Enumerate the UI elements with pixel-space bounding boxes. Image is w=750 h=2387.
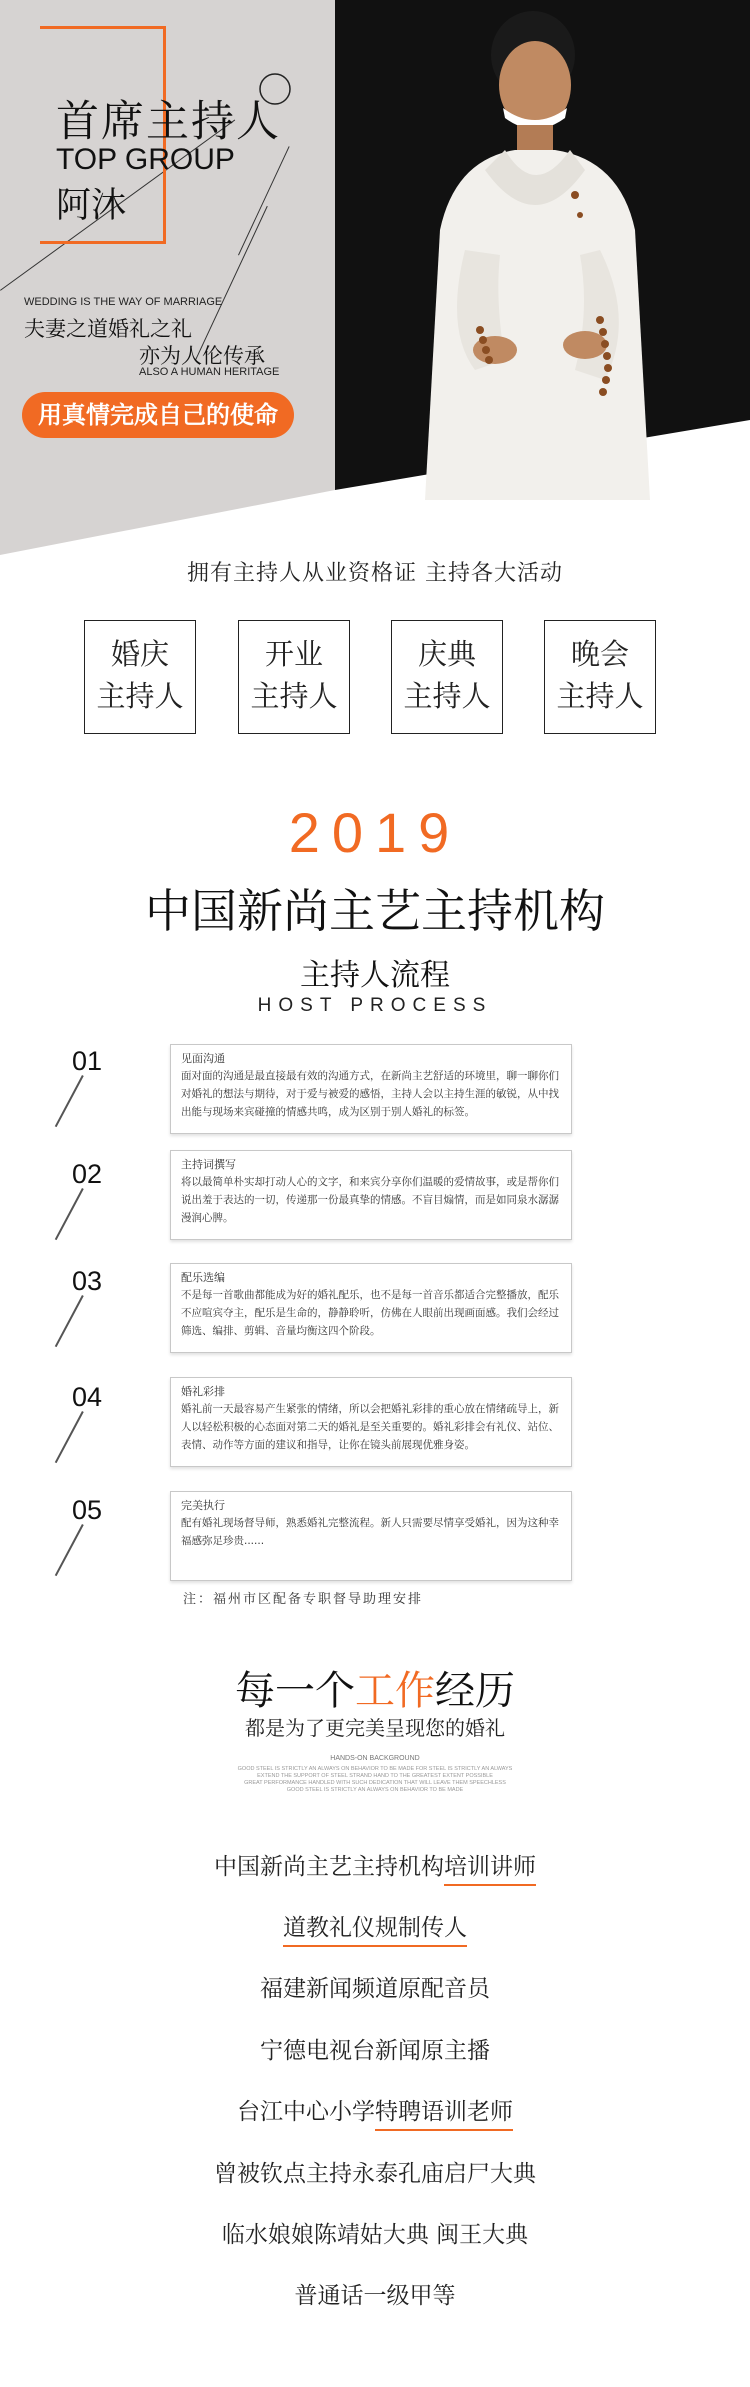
role-card-line1: 晚会 bbox=[570, 637, 629, 671]
step-number: 01 bbox=[72, 1046, 103, 1076]
experience-item bbox=[0, 2155, 750, 2188]
step-number: 05 bbox=[72, 1495, 103, 1525]
work-title-pre: 每一个 bbox=[235, 1668, 355, 1714]
tiny-line: GOOD STEEL IS STRICTLY AN ALWAYS ON BEHAVIOR TO BE MADE FOR STEEL IS STRICTLY AN ALWAYS bbox=[237, 1766, 513, 1772]
role-card-line2: 主持人 bbox=[556, 679, 644, 713]
experience-text: 普通话一级甲等 bbox=[294, 2283, 456, 2309]
wedding-tagline-cn: 夫妻之道婚礼之礼 bbox=[24, 317, 192, 341]
hero-title: 首席主持人 bbox=[56, 97, 281, 147]
experience-underlined: 培训讲师 bbox=[444, 1854, 536, 1886]
step-number: 03 bbox=[72, 1266, 103, 1296]
process-title-en: HOST PROCESS bbox=[257, 995, 493, 1016]
heritage-tagline-cn: 亦为人伦传承 bbox=[139, 344, 265, 368]
footnote: 注：福州市区配备专职督导助理安排 bbox=[183, 1592, 424, 1607]
work-title-post: 经历 bbox=[435, 1668, 515, 1714]
step-title: 配乐选编 bbox=[181, 1271, 225, 1284]
experience-item bbox=[0, 2032, 750, 2065]
step-slash bbox=[55, 1075, 84, 1127]
hero-banner bbox=[0, 0, 750, 555]
work-tiny-text bbox=[0, 1766, 750, 1794]
step-desc: 面对面的沟通是最直接最有效的沟通方式，在新尚主艺舒适的环境里，聊一聊你们对婚礼的想法与期待，对于爱与被爱的感悟，主持人会以主持生涯的敏锐，从中找出能与现场来宾碰撞的情感共鸣，成为区别于别人婚礼的标签。 bbox=[181, 1070, 559, 1118]
step-desc: 婚礼前一天最容易产生紧张的情绪，所以会把婚礼彩排的重心放在情绪疏导上，新人以轻松积极的心态面对第二天的婚礼是至关重要的。婚礼彩排会有礼仪、站位、表情、动作等方面的建议和指导，让你在镜头前展现优雅身姿。 bbox=[181, 1403, 559, 1451]
step-card bbox=[170, 1150, 572, 1240]
slogan-pill: 用真情完成自己的使命 bbox=[22, 392, 294, 438]
host-portrait bbox=[385, 0, 685, 500]
tiny-line: GREAT PERFORMANCE HANDLED WITH SUCH DEDICATION THAT WILL LEAVE THEM SPEECHLESS bbox=[244, 1780, 506, 1786]
experience-item bbox=[0, 2277, 750, 2310]
step-title: 主持词撰写 bbox=[181, 1158, 236, 1171]
step-slash bbox=[55, 1411, 84, 1463]
role-card-line2: 主持人 bbox=[403, 679, 491, 713]
experience-underlined: 道教礼仪规制传人 bbox=[283, 1915, 467, 1947]
experience-text: 中国新尚主艺主持机构 bbox=[214, 1854, 444, 1880]
experience-item bbox=[0, 1909, 750, 1942]
role-card-line2: 主持人 bbox=[250, 679, 338, 713]
role-card-line1: 婚庆 bbox=[110, 637, 169, 671]
role-card-gala bbox=[544, 620, 656, 734]
tiny-line: EXTEND THE SUPPORT OF STEEL STRAND HAND TO THE GREATEST EXTENT POSSIBLE bbox=[257, 1773, 493, 1779]
experience-underlined: 特聘语训老师 bbox=[375, 2099, 513, 2131]
step-desc: 将以最简单朴实却打动人心的文字，和来宾分享你们温暖的爱情故事，或是帮你们说出羞于表达的一切，传递那一份最真挚的情感。不盲目煽情，而是如同泉水潺潺漫润心脾。 bbox=[181, 1176, 559, 1224]
role-card-ceremony bbox=[391, 620, 503, 734]
step-title: 完美执行 bbox=[181, 1499, 225, 1512]
work-subtitle: 都是为了更完美呈现您的婚礼 bbox=[245, 1716, 505, 1740]
experience-text: 台江中心小学 bbox=[237, 2099, 375, 2125]
role-card-opening bbox=[238, 620, 350, 734]
step-card bbox=[170, 1377, 572, 1467]
step-number: 04 bbox=[72, 1382, 103, 1412]
wedding-tagline-en: WEDDING IS THE WAY OF MARRIAGE bbox=[24, 296, 223, 308]
frame-corner bbox=[40, 241, 60, 244]
step-card bbox=[170, 1044, 572, 1134]
step-card bbox=[170, 1263, 572, 1353]
process-title: 主持人流程 bbox=[300, 958, 450, 993]
experience-item bbox=[0, 2216, 750, 2249]
step-card bbox=[170, 1491, 572, 1581]
role-card-line1: 开业 bbox=[264, 637, 323, 671]
experience-text: 福建新闻频道原配音员 bbox=[260, 1976, 490, 2002]
frame-corner bbox=[40, 26, 60, 29]
step-number: 02 bbox=[72, 1159, 103, 1189]
role-card-wedding bbox=[84, 620, 196, 734]
hero-title-en: TOP GROUP bbox=[56, 143, 235, 176]
step-title: 婚礼彩排 bbox=[181, 1385, 225, 1398]
step-slash bbox=[55, 1188, 84, 1240]
work-title bbox=[0, 1659, 750, 1716]
role-card-line2: 主持人 bbox=[96, 679, 184, 713]
tiny-line: GOOD STEEL IS STRICTLY AN ALWAYS ON BEHAVIOR TO BE MADE bbox=[286, 1787, 464, 1793]
step-title: 见面沟通 bbox=[181, 1052, 225, 1065]
experience-text: 临水娘娘陈靖姑大典 闽王大典 bbox=[221, 2222, 529, 2248]
step-slash bbox=[55, 1524, 84, 1576]
step-desc: 不是每一首歌曲都能成为好的婚礼配乐，也不是每一首音乐都适合完整播放，配乐不应喧宾夺主，配乐是生命的，静静聆听，仿佛在人眼前出现画面感。我们会经过筛选、编排、剪辑、音量均衡这四个阶段。 bbox=[181, 1289, 559, 1337]
role-card-line1: 庆典 bbox=[417, 637, 476, 671]
work-tiny-heading: HANDS-ON BACKGROUND bbox=[330, 1755, 420, 1762]
org-name: 中国新尚主艺主持机构 bbox=[145, 884, 605, 938]
experience-item bbox=[0, 2093, 750, 2126]
experience-text: 曾被钦点主持永泰孔庙启尸大典 bbox=[214, 2161, 536, 2187]
work-title-highlight: 工作 bbox=[355, 1668, 435, 1714]
step-desc: 配有婚礼现场督导师，熟悉婚礼完整流程。新人只需要尽情享受婚礼，因为这种幸福感弥足珍贵...... bbox=[181, 1517, 559, 1547]
host-name: 阿沐 bbox=[56, 186, 127, 226]
experience-item bbox=[0, 1848, 750, 1881]
step-slash bbox=[55, 1295, 84, 1347]
experience-item bbox=[0, 1970, 750, 2003]
experience-text: 宁德电视台新闻原主播 bbox=[260, 2038, 490, 2064]
heritage-tagline-en: ALSO A HUMAN HERITAGE bbox=[139, 366, 280, 378]
year-heading: 2019 bbox=[288, 801, 462, 864]
qualification-text: 拥有主持人从业资格证 主持各大活动 bbox=[187, 561, 563, 586]
